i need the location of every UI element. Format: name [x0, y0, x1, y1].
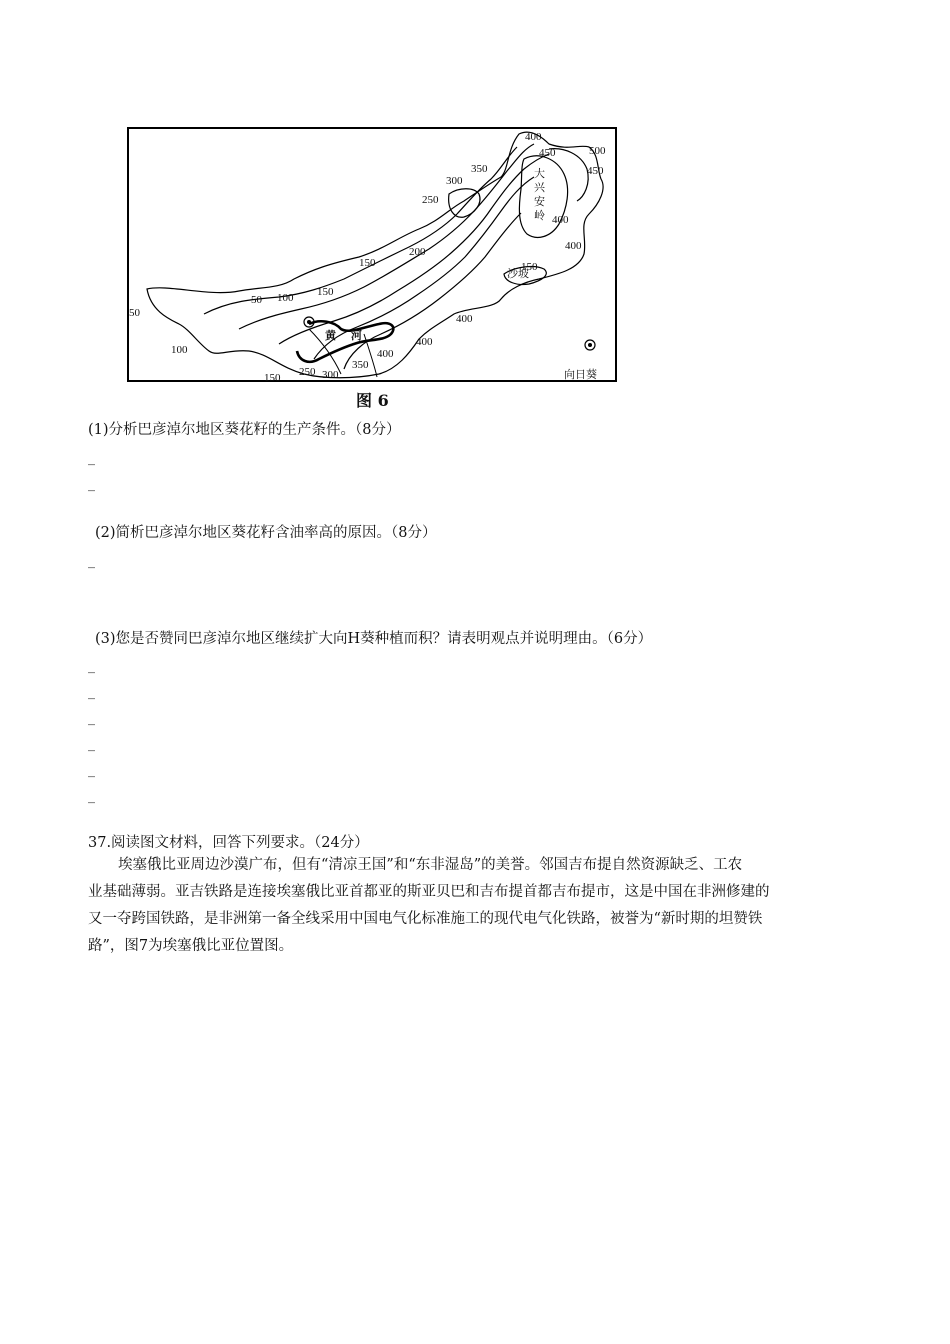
contour-label: 150 [264, 372, 281, 384]
contour-label: 100 [171, 344, 188, 356]
contour-map-figure [127, 127, 617, 382]
figure-title: 图 6 [356, 391, 389, 410]
contour-label: 400 [416, 336, 433, 348]
question-37-heading: 37.阅读图文材料，回答下列要求。（24分） [88, 835, 369, 851]
contour-label: 350 [471, 163, 488, 175]
answer-line: _ [88, 736, 95, 752]
contour-label: 400 [552, 214, 569, 226]
contour-label: 200 [409, 246, 426, 258]
contour-label: 250 [299, 366, 316, 378]
contour-label: 350 [352, 359, 369, 371]
contour-label: 300 [446, 175, 463, 187]
contour-label: 400 [565, 240, 582, 252]
material-line: 业基础薄弱。亚吉铁路是连接埃塞俄比亚首都亚的斯亚贝巴和吉布提首都吉布提市，这是中国在非洲修建的 [88, 884, 770, 900]
contour-label: 50 [129, 307, 140, 319]
contour-label: 400 [525, 131, 542, 143]
contour-label: 50 [251, 294, 262, 306]
place-label: 岭 [534, 210, 545, 222]
question-2: (2)简析巴彦淖尔地区葵花籽含油率高的原因。（8分） [95, 525, 437, 541]
contour-label: 400 [456, 313, 473, 325]
contour-label: 300 [322, 369, 339, 381]
contour-label: 150 [359, 257, 376, 269]
answer-line: _ [88, 788, 95, 804]
place-label: 黄 [325, 330, 336, 342]
contour-label: 450 [539, 147, 556, 159]
place-label: 河 [351, 330, 362, 342]
contour-label: 500 [589, 145, 606, 157]
contour-label: 150 [521, 261, 538, 273]
question-3: (3)您是否赞同巴彦淖尔地区继续扩大向H葵种植而积？请表明观点并说明理由。（6分） [95, 631, 653, 647]
answer-line: _ [88, 762, 95, 778]
answer-line: _ [88, 450, 95, 466]
answer-line: _ [88, 658, 95, 674]
answer-line: _ [88, 710, 95, 726]
question-37-material [88, 852, 863, 960]
place-label: 兴 [534, 182, 545, 194]
material-line: 又一夺跨国铁路，是非洲第一备全线采用中国电气化标准施工的现代电气化铁路，被誉为“新时期的坦赞铁 [88, 911, 763, 927]
material-line [88, 852, 863, 879]
contour-label: 100 [277, 292, 294, 304]
answer-line: _ [88, 684, 95, 700]
question-1: (1)分析巴彦淖尔地区葵花籽的生产条件。（8分） [88, 422, 401, 438]
contour-map-svg [129, 129, 619, 384]
material-text: 埃塞俄比亚周边沙漠广布，但有“清凉王国”和“东非湿岛”的美誉。邻国吉布提自然资源缺乏、工农 [118, 857, 743, 873]
place-label: 大 [534, 168, 545, 180]
contour-label: 250 [422, 194, 439, 206]
sunflower-legend-icon [585, 340, 595, 350]
material-line: 路”，图7为埃塞俄比亚位置图。 [88, 938, 294, 954]
answer-line: _ [88, 476, 95, 492]
contour-label: 450 [587, 165, 604, 177]
contour-label: 400 [377, 348, 394, 360]
answer-line: _ [88, 553, 95, 569]
place-label: 安 [534, 196, 545, 208]
contour-label: 150 [317, 286, 334, 298]
legend-label: 向日葵 [564, 369, 597, 381]
place-label: 沙坡 [507, 268, 529, 280]
